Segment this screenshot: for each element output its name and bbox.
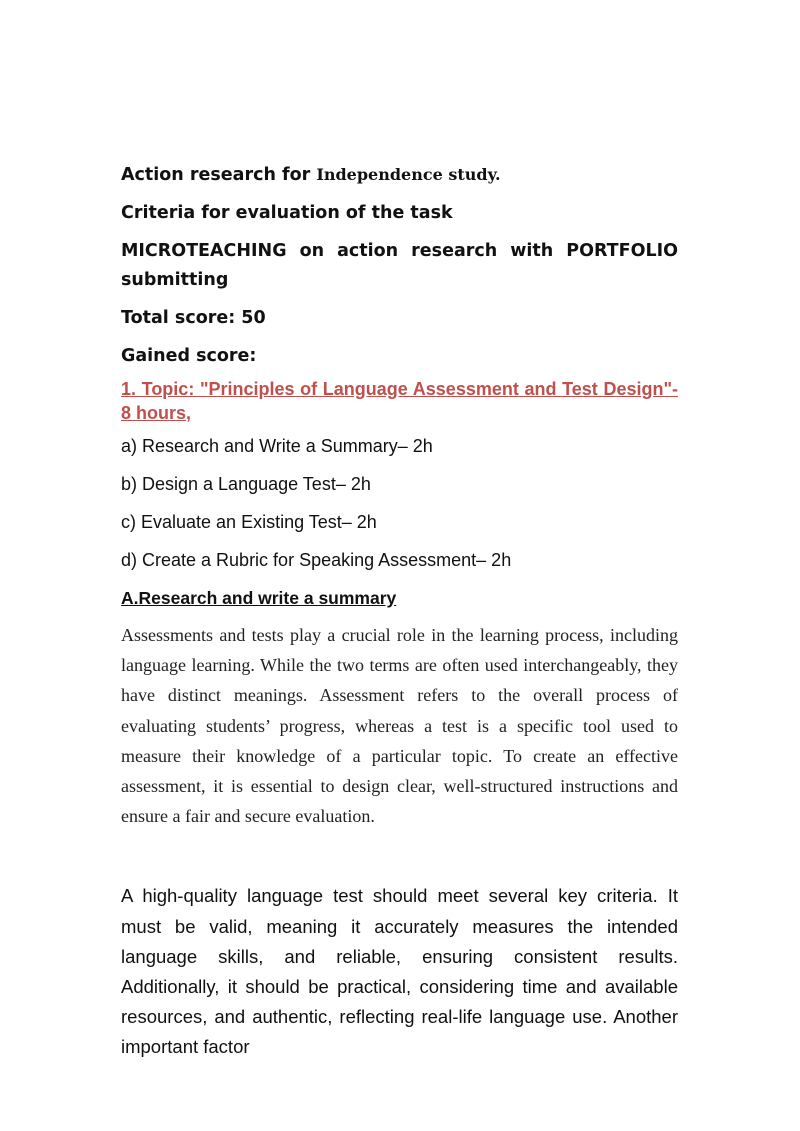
topic-title: 1. Topic: "Principles of Language Assessment and Test Design"- 8 hours, [121,379,678,423]
document-page [121,160,678,1063]
gained-score: Gained score: [121,346,257,366]
section-a-heading: A.Research and write a summary [121,588,397,608]
total-score: Total score: 50 [121,308,266,328]
topic-item-a: a) Research and Write a Summary– 2h [121,436,433,456]
document-title [121,160,678,190]
topic-item-d: d) Create a Rubric for Speaking Assessment– 2h [121,550,512,570]
title-suffix: Independence study. [316,165,501,184]
section-a-paragraph-2: A high-quality language test should meet several key criteria. It must be valid, meaning it accurately measures the intended language skills, and reliable, ensuring consistent results. Additionally, it should be practical, considering time and available resources, and authentic, reflecting real-life language use. Another important factor [121,885,678,1058]
microteaching-heading: MICROTEACHING on action research with PORTFOLIO submitting [121,241,678,290]
topic-item-b: b) Design a Language Test– 2h [121,474,371,494]
title-prefix: Action research for [121,165,317,185]
criteria-heading: Criteria for evaluation of the task [121,203,453,223]
topic-item-c: c) Evaluate an Existing Test– 2h [121,512,377,532]
section-a-paragraph-1: Assessments and tests play a crucial role in the learning process, including language learning. While the two terms are often used interchangeably, they have distinct meanings. Assessment refers to the overall process of evaluating students’ progress, whereas a test is a specific tool used to measure their knowledge of a particular topic. To create an effective assessment, it is essential to design clear, well-structured instructions and ensure a fair and secure evaluation. [121,625,678,827]
